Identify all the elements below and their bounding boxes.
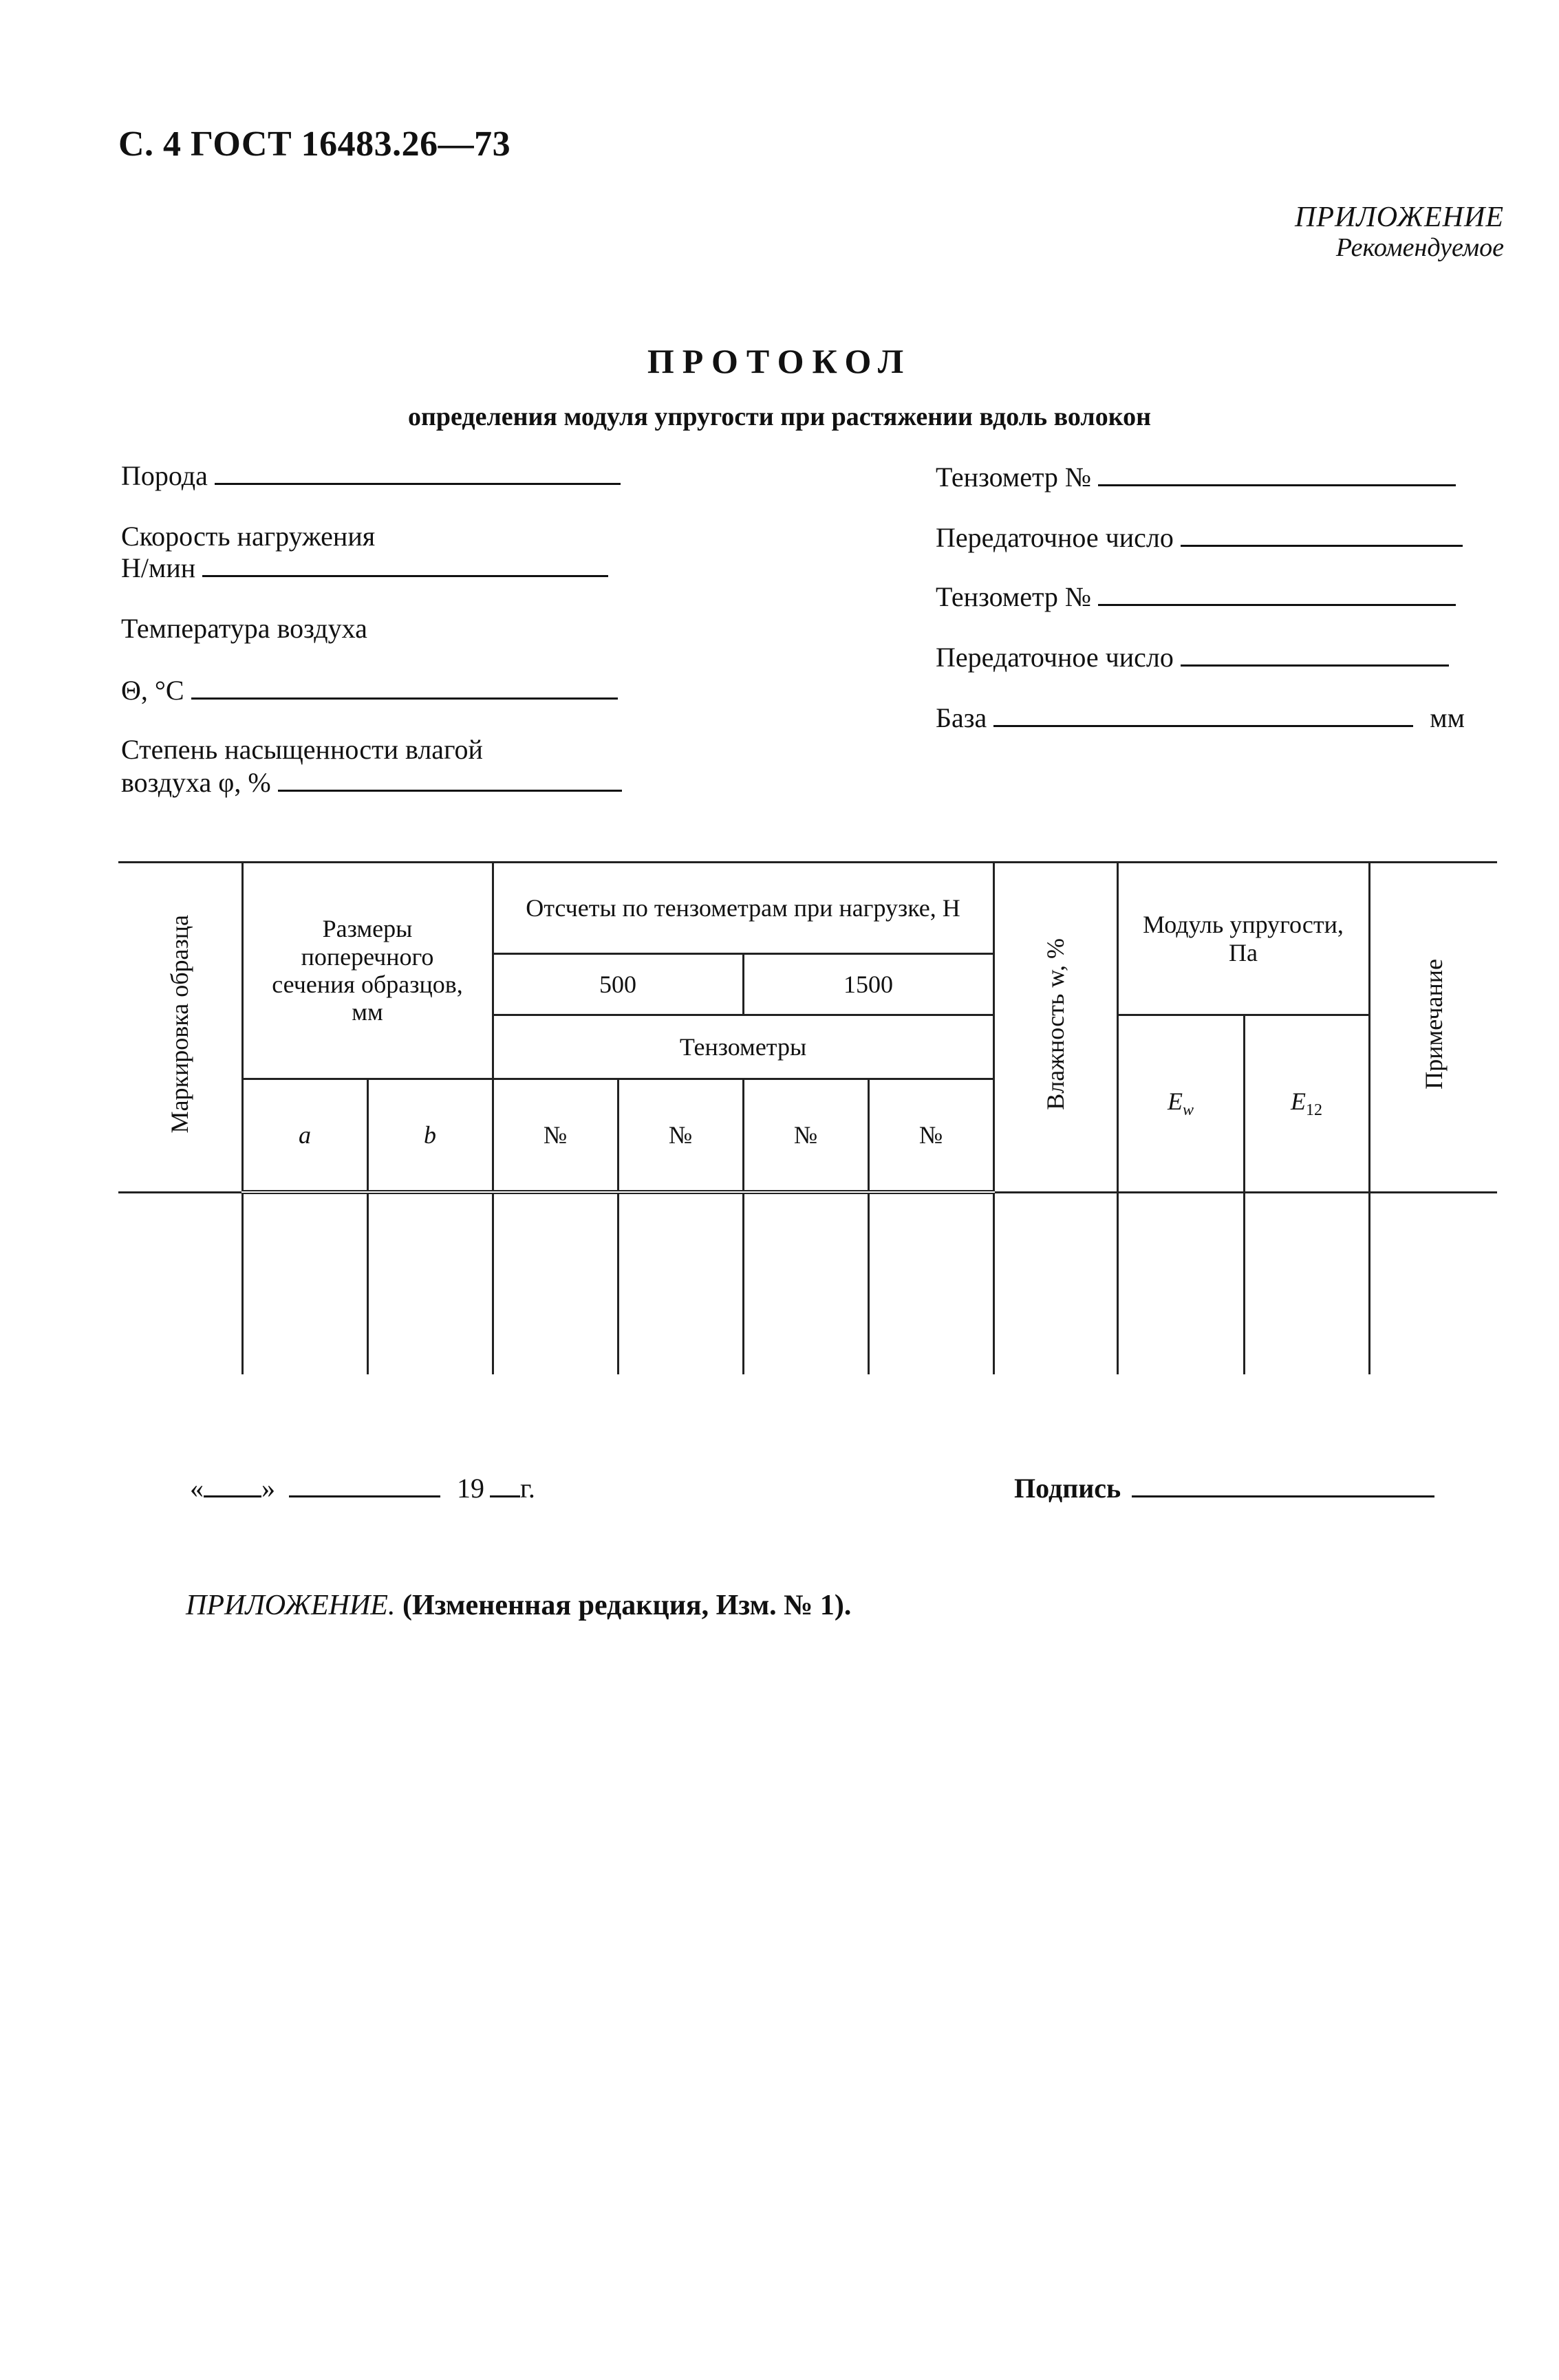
table-row	[118, 1192, 1497, 1374]
humid-blank[interactable]	[278, 770, 622, 792]
date-line	[190, 1472, 535, 1504]
field-base-unit: мм	[1430, 702, 1465, 733]
tensometers-label: Тензометры	[493, 1015, 993, 1079]
tenz-2-blank[interactable]	[1098, 585, 1456, 606]
cell-tenz-3[interactable]	[743, 1192, 868, 1374]
cell-tenz-1[interactable]	[493, 1192, 618, 1374]
amendment-bold: (Измененная редакция, Изм. № 1).	[402, 1590, 852, 1621]
cell-tenz-4[interactable]	[868, 1192, 993, 1374]
field-base-label: База	[936, 702, 987, 733]
year-prefix: 19	[457, 1473, 484, 1504]
field-ratio-1-label: Передаточное число	[936, 522, 1174, 553]
signature-label: Подпись	[1014, 1473, 1121, 1504]
page-header: С. 4 ГОСТ 16483.26—73	[118, 125, 511, 164]
field-ratio-1	[936, 521, 1463, 554]
col-note	[1369, 863, 1497, 1193]
col-modulus-label: Модуль упругости, Па	[1143, 911, 1344, 966]
year-blank[interactable]	[490, 1476, 520, 1497]
field-humid	[121, 766, 622, 799]
year-suffix: г.	[520, 1473, 535, 1504]
quote-close: »	[261, 1473, 275, 1504]
signature-blank[interactable]	[1132, 1476, 1434, 1497]
field-temp-label-1: Температура воздуха	[121, 613, 367, 644]
cell-note[interactable]	[1369, 1192, 1497, 1374]
col-marking	[118, 863, 242, 1193]
ratio-1-blank[interactable]	[1181, 526, 1463, 547]
document-subtitle: определения модуля упругости при растяжении вдоль волокон	[407, 402, 1152, 431]
signature-line	[1014, 1472, 1434, 1504]
cell-e12[interactable]	[1244, 1192, 1369, 1374]
appendix-label: ПРИЛОЖЕНИЕ	[1295, 202, 1504, 233]
field-ratio-2-label: Передаточное число	[936, 642, 1174, 673]
col-note-label: Примечание	[1419, 959, 1448, 1090]
field-porod	[121, 459, 621, 492]
tenz-no-3: №	[743, 1079, 868, 1193]
load-500: 500	[493, 954, 743, 1015]
protocol-table	[118, 861, 1497, 1374]
tenz-1-blank[interactable]	[1098, 465, 1456, 486]
ew-subscript: w	[1182, 1101, 1194, 1119]
document-title: ПРОТОКОЛ	[647, 342, 912, 380]
base-blank[interactable]	[993, 706, 1413, 727]
col-a: a	[242, 1079, 367, 1193]
col-sizes	[242, 863, 493, 1079]
col-humidity	[993, 863, 1117, 1193]
col-ew	[1117, 1015, 1244, 1193]
tenz-no-2: №	[618, 1079, 743, 1193]
ew-symbol: E	[1167, 1087, 1183, 1115]
col-modulus	[1117, 863, 1369, 1015]
e12-symbol: E	[1291, 1087, 1306, 1115]
field-tenz-1-label: Тензометр №	[936, 462, 1092, 493]
amendment-note	[186, 1589, 851, 1622]
field-temp	[121, 674, 618, 706]
porod-blank[interactable]	[215, 464, 621, 485]
col-sizes-label: Размеры поперечного сечения образцов, мм	[272, 915, 463, 1026]
field-humid-label-1: Степень насыщенности влагой	[121, 734, 483, 765]
field-speed-label-1: Скорость нагружения	[121, 521, 376, 552]
appendix-type: Рекомендуемое	[1335, 233, 1504, 262]
amendment-italic: ПРИЛОЖЕНИЕ.	[186, 1590, 396, 1621]
col-readings	[493, 863, 993, 954]
ratio-2-blank[interactable]	[1181, 645, 1449, 667]
cell-tenz-2[interactable]	[618, 1192, 743, 1374]
field-tenz-2	[936, 581, 1456, 613]
month-blank[interactable]	[289, 1476, 440, 1497]
col-e12	[1244, 1015, 1369, 1193]
field-tenz-2-label: Тензометр №	[936, 581, 1092, 612]
cell-marking[interactable]	[118, 1192, 242, 1374]
tenz-no-4: №	[868, 1079, 993, 1193]
field-base	[936, 702, 1465, 734]
field-porod-label: Порода	[121, 460, 208, 491]
col-b: b	[367, 1079, 493, 1193]
load-1500: 1500	[743, 954, 993, 1015]
tenz-no-1: №	[493, 1079, 618, 1193]
field-tenz-1	[936, 461, 1456, 493]
temp-blank[interactable]	[191, 678, 618, 700]
e12-subscript: 12	[1306, 1101, 1322, 1119]
cell-a[interactable]	[242, 1192, 367, 1374]
col-marking-label: Маркировка образца	[166, 915, 194, 1134]
col-readings-label: Отсчеты по тензометрам при нагрузке, Н	[526, 894, 960, 922]
field-humid-label-2: воздуха φ, %	[121, 767, 271, 798]
speed-blank[interactable]	[202, 556, 608, 577]
field-temp-label-2: Θ, °С	[121, 675, 184, 706]
quote-open: «	[190, 1473, 204, 1504]
field-ratio-2	[936, 641, 1449, 673]
cell-ew[interactable]	[1117, 1192, 1244, 1374]
day-blank[interactable]	[204, 1476, 261, 1497]
field-speed	[121, 552, 608, 584]
cell-b[interactable]	[367, 1192, 493, 1374]
field-speed-label-2: Н/мин	[121, 552, 196, 583]
col-humidity-label: Влажность w, %	[1041, 938, 1069, 1110]
cell-humidity[interactable]	[993, 1192, 1117, 1374]
